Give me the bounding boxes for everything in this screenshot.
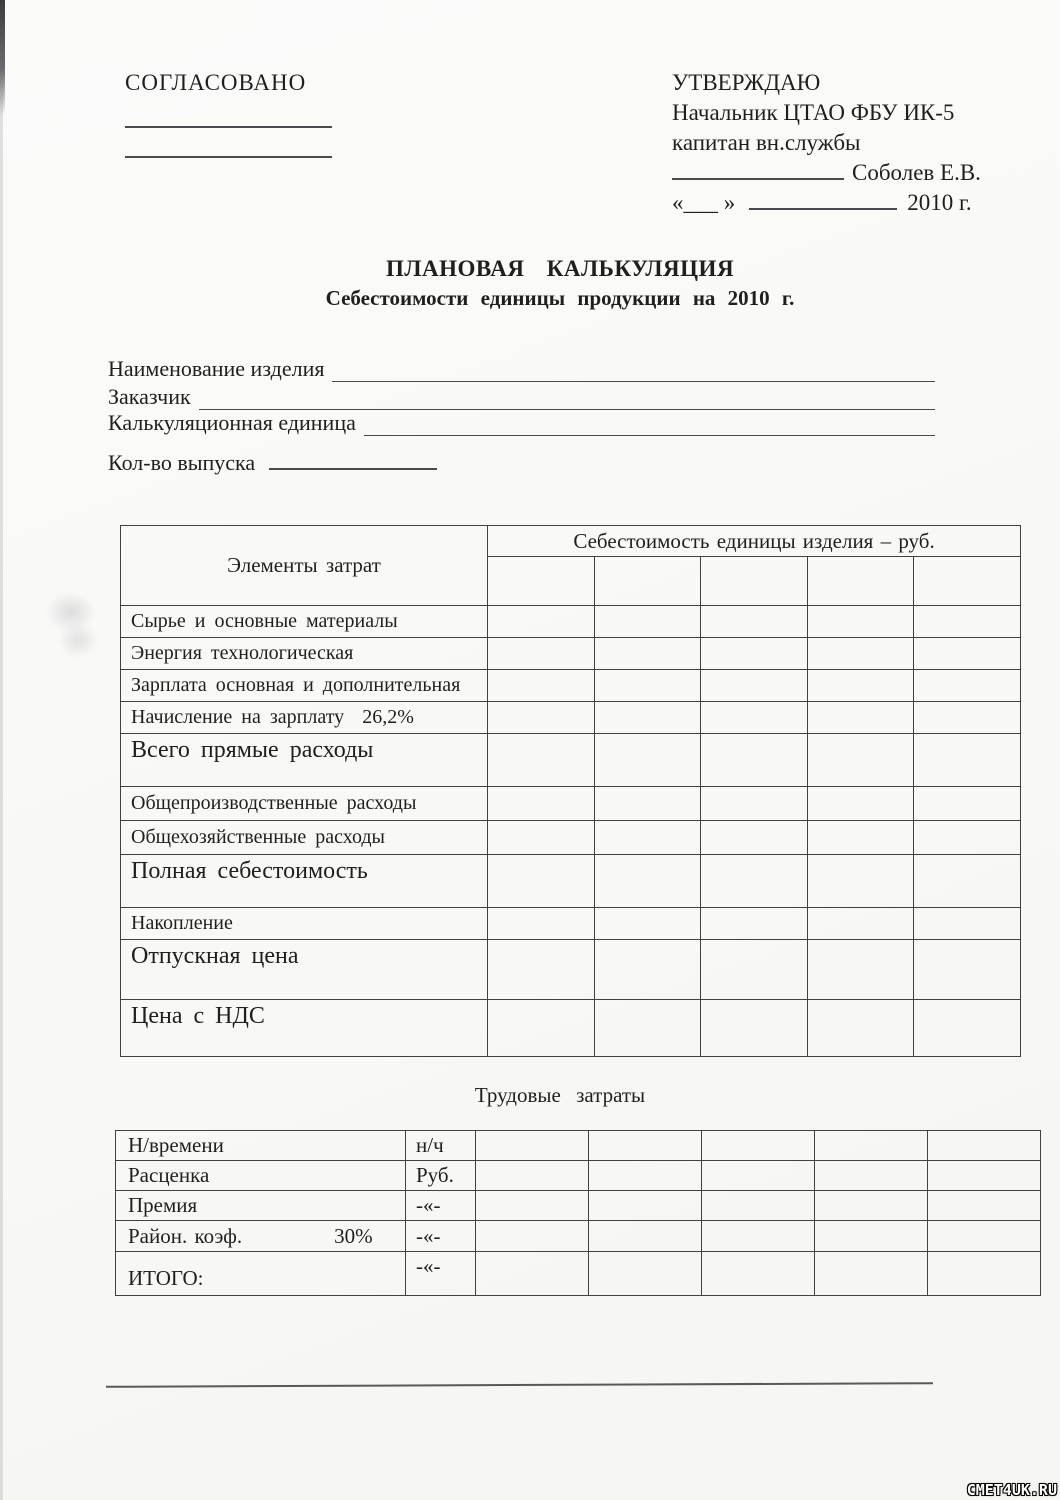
labor-cell [476,1221,589,1252]
cost-cell [595,638,701,670]
cost-row-label: Сырье и основные материалы [121,606,488,638]
approve-signer-name: Соболев Е.В. [852,160,981,185]
cost-cell [488,787,595,821]
cost-row-label: Зарплата основная и дополнительная [121,670,488,702]
cost-cell [701,734,808,787]
cost-cell [808,855,914,908]
labor-cell [928,1131,1041,1161]
cost-cell [595,670,701,702]
labor-row-label: Премия [116,1191,406,1221]
cost-cell [488,734,595,787]
cost-cell [595,821,701,855]
bottom-rule-line [106,1382,933,1388]
cost-cell [701,787,808,821]
field-calc-unit-label: Калькуляционная единица [108,410,356,435]
agreed-signature-line-2 [125,138,332,158]
table-row [121,670,1021,702]
cost-header-elements: Элементы затрат [121,526,488,606]
cost-subheader-cell [808,557,914,606]
cost-row-label: Полная себестоимость [121,855,488,908]
cost-cell [701,908,808,940]
table-row [116,1191,1041,1221]
cost-row-label: Общепроизводственные расходы [121,787,488,821]
labor-cell [589,1221,702,1252]
cost-cell [595,787,701,821]
cost-row-label: Накопление [121,908,488,940]
cost-row-label: Начисление на зарплату 26,2% [121,702,488,734]
cost-cell [488,702,595,734]
field-product-name-label: Наименование изделия [108,356,325,381]
table-row [121,821,1021,855]
table-row [116,1252,1041,1296]
table-row [121,638,1021,670]
labor-cell [589,1161,702,1191]
labor-row-label: Н/времени [116,1131,406,1161]
cost-cell [914,908,1021,940]
approve-position-line1: Начальник ЦТАО ФБУ ИК-5 [672,100,955,125]
cost-cell [808,638,914,670]
cost-subheader-cell [701,557,808,606]
labor-table [115,1130,1041,1296]
cost-row-label: Общехозяйственные расходы [121,821,488,855]
cost-table-header-row [121,526,1021,557]
approve-date-prefix: «___ » [672,190,736,215]
cost-header-unit-cost: Себестоимость единицы изделия – руб. [488,526,1021,557]
labor-cell [815,1191,928,1221]
cost-cell [914,855,1021,908]
labor-cell [589,1252,702,1296]
cost-cell [488,638,595,670]
approve-block [672,68,1042,218]
labor-cell [702,1221,815,1252]
cost-cell [595,940,701,1000]
labor-cell [702,1161,815,1191]
cost-cell [701,670,808,702]
cost-cell [914,821,1021,855]
labor-cell [815,1131,928,1161]
labor-cell [928,1161,1041,1191]
labor-row-unit: -«- [406,1191,476,1221]
cost-cell [808,1000,914,1057]
field-customer-label: Заказчик [108,384,191,409]
labor-cell [476,1131,589,1161]
table-row [116,1161,1041,1191]
labor-cell [928,1221,1041,1252]
cost-cell [488,940,595,1000]
table-row [121,787,1021,821]
table-row [121,908,1021,940]
cost-cell [595,702,701,734]
approve-signature-row [672,158,1042,188]
table-row [116,1131,1041,1161]
field-output-qty-line [269,468,437,470]
approve-title: УТВЕРЖДАЮ [672,70,821,95]
document-title-block [60,256,1060,311]
payroll-charge-rate: 26,2% [362,706,414,728]
labor-cell [589,1191,702,1221]
cost-cell [701,1000,808,1057]
cost-cell [808,821,914,855]
cost-cell [488,908,595,940]
field-calc-unit-line [364,412,935,436]
regional-coefficient-rate: 30% [334,1223,373,1248]
cost-cell [595,606,701,638]
scan-corner-artifact [0,0,5,115]
cost-cell [914,940,1021,1000]
labor-row-unit: -«- [406,1252,476,1296]
field-product-name [108,356,935,382]
cost-cell [808,787,914,821]
cost-cell [595,855,701,908]
labor-row-unit: -«- [406,1221,476,1252]
cost-cell [808,940,914,1000]
cost-cell [914,734,1021,787]
approve-date-row [672,188,1042,218]
cost-cell [488,606,595,638]
labor-cell [589,1131,702,1161]
field-customer [108,384,935,410]
labor-cell [476,1191,589,1221]
cost-cell [701,940,808,1000]
cost-subheader-cell [595,557,701,606]
table-row [116,1221,1041,1252]
agreed-signature-line-1 [125,108,332,128]
cost-cell [914,787,1021,821]
watermark-text: CMET4UK.RU [966,1481,1057,1499]
cost-cell [701,821,808,855]
cost-cell [914,1000,1021,1057]
page-title: ПЛАНОВАЯ КАЛЬКУЛЯЦИЯ [385,256,735,281]
cost-cell [595,734,701,787]
cost-subheader-cell [488,557,595,606]
field-customer-line [199,386,935,410]
cost-table [120,525,1021,1057]
field-product-name-line [332,358,935,382]
field-output-qty-label: Кол-во выпуска [108,450,256,475]
cost-row-label: Всего прямые расходы [121,734,488,787]
cost-cell [808,734,914,787]
table-row [121,702,1021,734]
labor-section-heading: Трудовые затраты [474,1083,646,1107]
labor-cell [815,1252,928,1296]
cost-cell [488,670,595,702]
cost-cell [914,702,1021,734]
cost-cell [808,606,914,638]
labor-cell [702,1252,815,1296]
field-output-qty [108,450,437,476]
cost-cell [808,670,914,702]
cost-cell [914,606,1021,638]
cost-cell [595,908,701,940]
cost-cell [914,638,1021,670]
labor-cell [702,1191,815,1221]
labor-row-unit: Руб. [406,1161,476,1191]
labor-cell [476,1161,589,1191]
approve-position-line2: капитан вн.службы [672,130,861,155]
cost-cell [914,670,1021,702]
table-row [121,606,1021,638]
cost-cell [488,1000,595,1057]
agreed-label: СОГЛАСОВАНО [125,70,307,95]
cost-cell [488,855,595,908]
labor-row-unit: н/ч [406,1131,476,1161]
cost-cell [488,821,595,855]
cost-cell [701,702,808,734]
labor-cell [815,1221,928,1252]
cost-row-label: Отпускная цена [121,940,488,1000]
cost-cell [595,1000,701,1057]
page-subtitle: Себестоимости единицы продукции на 2010 г. [325,286,795,310]
table-row [121,734,1021,787]
cost-row-label: Энергия технологическая [121,638,488,670]
labor-cell [815,1161,928,1191]
cost-cell [808,702,914,734]
cost-subheader-cell [914,557,1021,606]
cost-cell [701,855,808,908]
labor-cell [928,1252,1041,1296]
labor-total-label: ИТОГО: [116,1252,406,1296]
labor-row-label: Расценка [116,1161,406,1191]
cost-cell [808,908,914,940]
labor-row-label: Район. коэф. 30% [116,1221,406,1252]
table-row [121,940,1021,1000]
scan-smudge [58,622,98,658]
approve-signature-line [672,178,844,180]
table-row [121,1000,1021,1057]
approve-date-year: 2010 г. [907,190,972,215]
table-row [121,855,1021,908]
approve-date-line [749,208,897,210]
cost-cell [701,638,808,670]
labor-cell [702,1131,815,1161]
labor-cell [928,1191,1041,1221]
field-calc-unit [108,410,935,436]
labor-cell [476,1252,589,1296]
cost-cell [701,606,808,638]
scan-edge-artifact [0,0,3,1500]
cost-row-label: Цена с НДС [121,1000,488,1057]
